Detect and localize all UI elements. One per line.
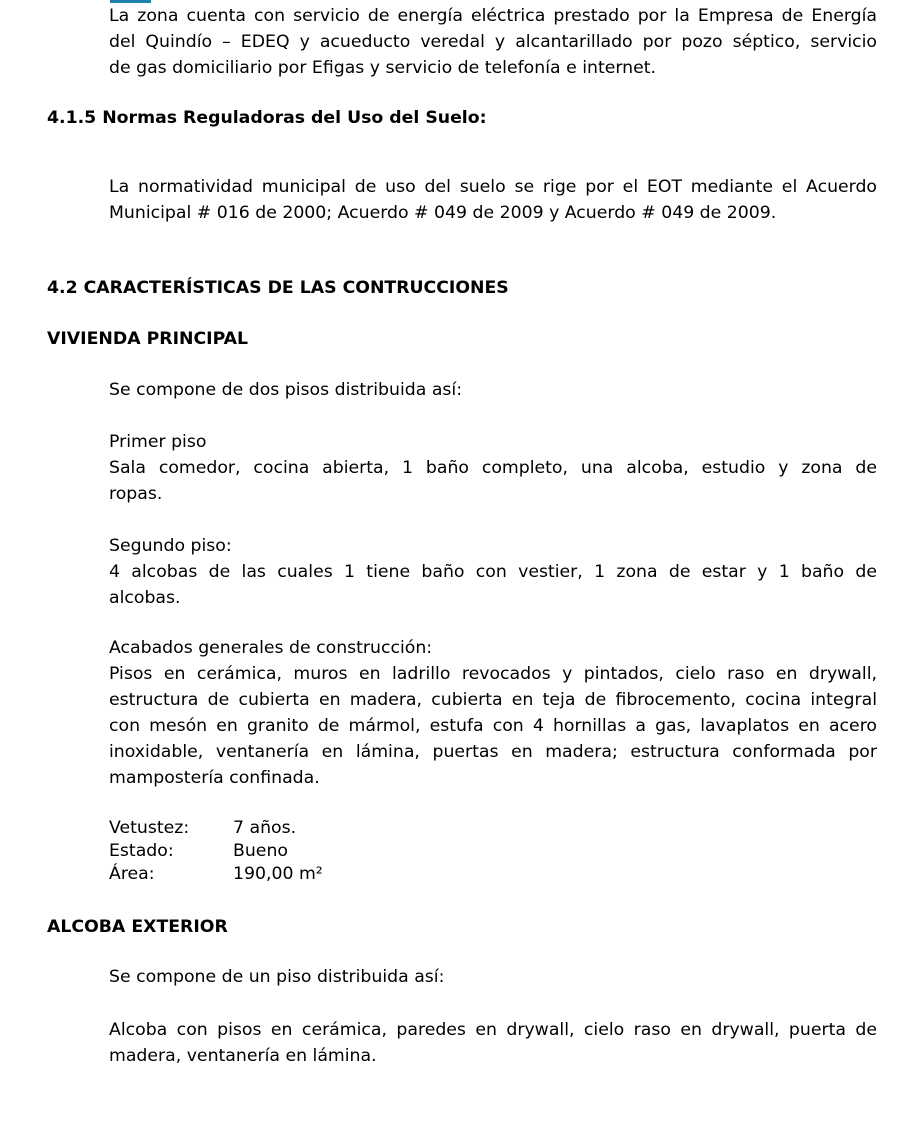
detail-label: Estado:	[109, 841, 174, 861]
alcoba-intro-line: Se compone de un piso distribuida así:	[109, 967, 445, 987]
segundo-piso-title: Segundo piso:	[109, 536, 232, 556]
detail-row-area	[109, 863, 323, 886]
land-use-line: Municipal # 016 de 2000; Acuerdo # 049 de 2009 y Acuerdo # 049 de 2009.	[109, 203, 777, 223]
acabados-line: Pisos en cerámica, muros en ladrillo revocados y pintados, cielo raso en drywall,	[109, 664, 877, 684]
acabados-block	[109, 635, 877, 791]
services-line: de gas domiciliario por Efigas y servicio de telefonía e internet.	[109, 58, 657, 78]
section-42-heading: 4.2 CARACTERÍSTICAS DE LAS CONTRUCCIONES	[47, 278, 509, 298]
acabados-line: mampostería confinada.	[109, 768, 320, 788]
primer-piso-block	[109, 429, 877, 507]
alcoba-intro	[109, 964, 877, 990]
vivienda-details	[109, 817, 323, 886]
vivienda-intro	[109, 377, 877, 403]
detail-row-vetustez	[109, 817, 323, 840]
segundo-piso-line: alcobas.	[109, 588, 181, 608]
segundo-piso-block	[109, 533, 877, 611]
primer-piso-line: ropas.	[109, 484, 163, 504]
primer-piso-line: Sala comedor, cocina abierta, 1 baño completo, una alcoba, estudio y zona de	[109, 458, 877, 478]
vivienda-heading: VIVIENDA PRINCIPAL	[47, 329, 249, 349]
alcoba-line: madera, ventanería en lámina.	[109, 1046, 377, 1066]
detail-value: 190,00 m²	[233, 864, 323, 884]
primer-piso-title: Primer piso	[109, 432, 207, 452]
acabados-line: estructura de cubierta en madera, cubierta en teja de fibrocemento, cocina integral	[109, 690, 877, 710]
acabados-title: Acabados generales de construcción:	[109, 638, 433, 658]
land-use-paragraph	[109, 174, 877, 226]
vivienda-intro-line: Se compone de dos pisos distribuida así:	[109, 380, 463, 400]
alcoba-heading: ALCOBA EXTERIOR	[47, 917, 228, 937]
services-paragraph	[109, 3, 877, 81]
acabados-line: inoxidable, ventanería en lámina, puertas en madera; estructura conformada por	[109, 742, 877, 762]
services-line: del Quindío – EDEQ y acueducto veredal y alcantarillado por pozo séptico, servicio	[109, 32, 877, 52]
detail-value: Bueno	[233, 841, 288, 861]
detail-label: Área:	[109, 864, 155, 884]
detail-row-estado	[109, 840, 323, 863]
acabados-line: con mesón en granito de mármol, estufa con 4 hornillas a gas, lavaplatos en acero	[109, 716, 877, 736]
land-use-line: La normatividad municipal de uso del suelo se rige por el EOT mediante el Acuerdo	[109, 177, 877, 197]
detail-value: 7 años.	[233, 818, 297, 838]
section-415-heading: 4.1.5 Normas Reguladoras del Uso del Suelo:	[47, 108, 487, 128]
segundo-piso-line: 4 alcobas de las cuales 1 tiene baño con vestier, 1 zona de estar y 1 baño de	[109, 562, 877, 582]
alcoba-line: Alcoba con pisos en cerámica, paredes en drywall, cielo raso en drywall, puerta de	[109, 1020, 877, 1040]
detail-label: Vetustez:	[109, 818, 190, 838]
alcoba-description	[109, 1017, 877, 1069]
services-line: La zona cuenta con servicio de energía eléctrica prestado por la Empresa de Energía	[109, 6, 877, 26]
